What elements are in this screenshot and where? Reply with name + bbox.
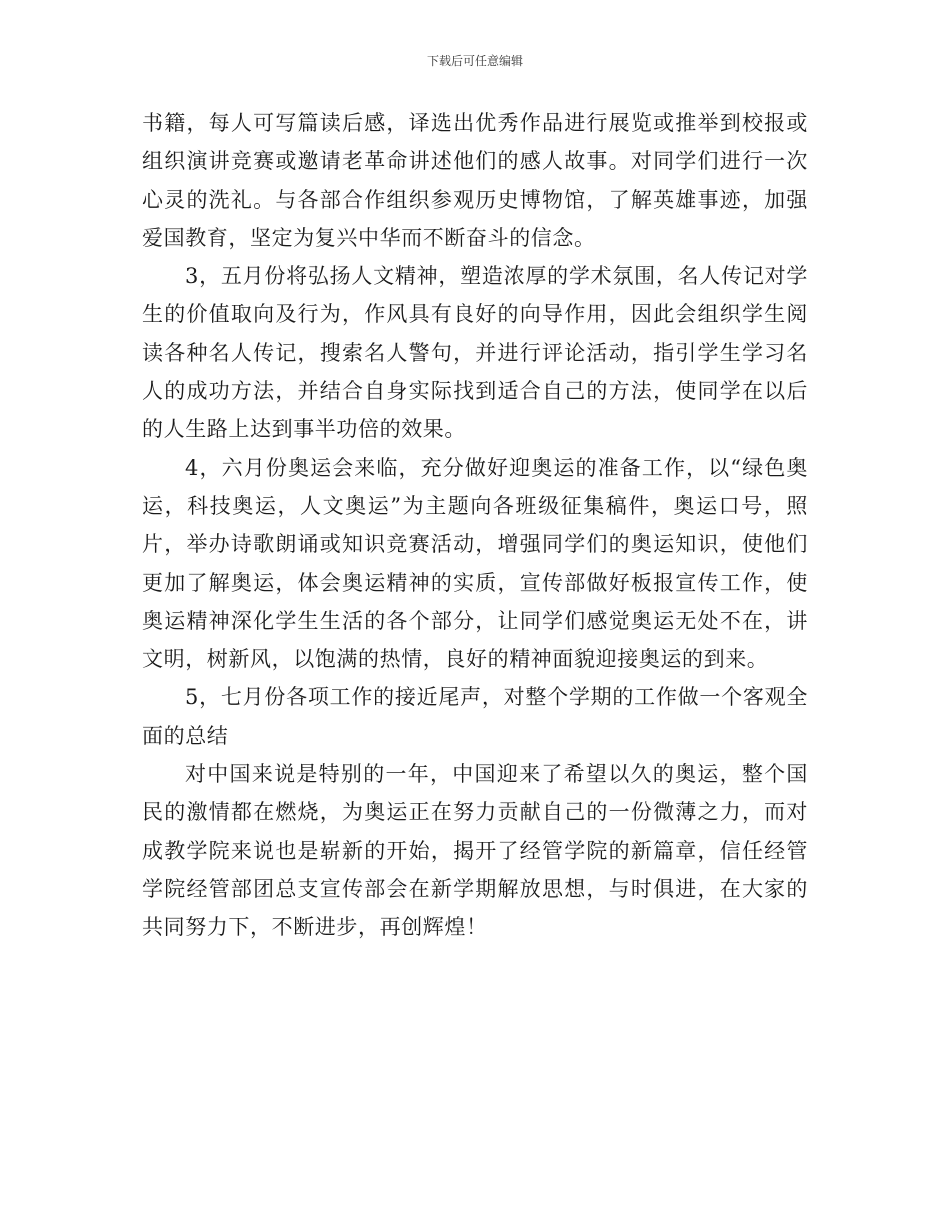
paragraph-conclusion: 对中国来说是特别的一年，中国迎来了希望以久的奥运，整个国民的激情都在燃烧，为奥运正在努力贡献自己的一份微薄之力，而对成教学院来说也是崭新的开始，揭开了经管学院的新篇章，信任经管学院经管部团总支宣传部会在新学期解放思想，与时俱进，在大家的共同努力下，不断进步，再创辉煌！ bbox=[142, 762, 808, 940]
page-header: 下载后可任意编辑 bbox=[426, 54, 523, 68]
paragraph-item-5: 5，七月份各项工作的接近尾声，对整个学期的工作做一个客观全面的总结 bbox=[142, 685, 808, 748]
paragraph-item-4: 4，六月份奥运会来临，充分做好迎奥运的准备工作，以“绿色奥运，科技奥运，人文奥运”为主题向各班级征集稿件，奥运口号，照片，举办诗歌朗诵或知识竞赛活动，增强同学们的奥运知识，使他们更加了解奥运，体会奥运精神的实质，宣传部做好板报宣传工作，使奥运精神深化学生生活的各个部分，让同学们感觉奥运无处不在，讲文明，树新风，以饱满的热情，良好的精神面貌迎接奥运的到来。 bbox=[142, 455, 808, 672]
paragraph-continued: 书籍，每人可写篇读后感，译选出优秀作品进行展览或推举到校报或组织演讲竞赛或邀请老革命讲述他们的感人故事。对同学们进行一次心灵的洗礼。与各部合作组织参观历史博物馆，了解英雄事迹，加强爱国教育，坚定为复兴中华而不断奋斗的信念。 bbox=[142, 111, 808, 250]
document-body bbox=[142, 104, 808, 947]
paragraph-item-3: 3，五月份将弘扬人文精神，塑造浓厚的学术氛围，名人传记对学生的价值取向及行为，作风具有良好的向导作用，因此会组织学生阅读各种名人传记，搜索名人警句，并进行评论活动，指引学生学习名人的成功方法，并结合自身实际找到适合自己的方法，使同学在以后的人生路上达到事半功倍的效果。 bbox=[142, 264, 808, 442]
